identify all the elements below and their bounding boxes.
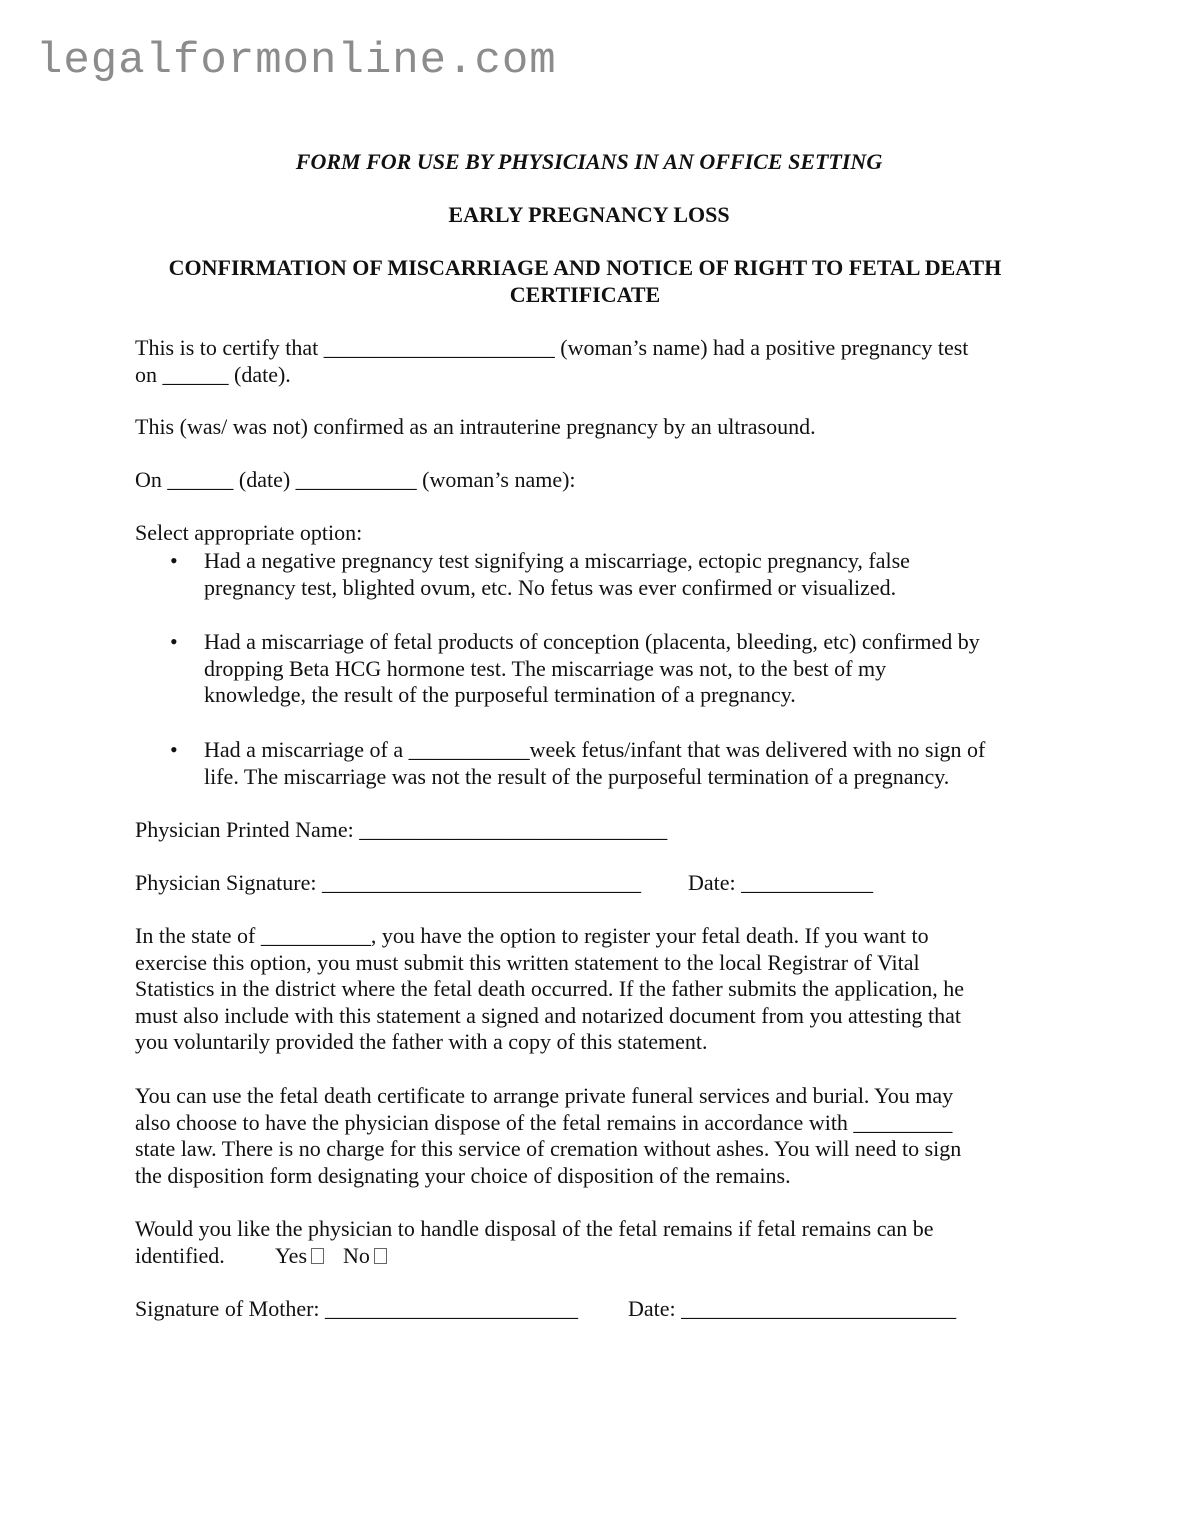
mother-signature-line: Signature of Mother: _______________________ (135, 1296, 579, 1321)
disposal-question-line-1: Would you like the physician to handle disposal of the fetal remains if fetal remains can be (135, 1216, 934, 1241)
physician-printed-name (135, 817, 1035, 844)
yes-checkbox[interactable] (311, 1248, 324, 1264)
bullet-icon: • (170, 629, 178, 654)
form-subtitle: CONFIRMATION OF MISCARRIAGE AND NOTICE OF RIGHT TO FETAL DEATH CERTIFICATE (168, 255, 1002, 307)
option-2-line-1: Had a miscarriage of fetal products of conception (placenta, bleeding, etc) confirmed by (204, 629, 980, 654)
state-notice-line-2: exercise this option, you must submit this written statement to the local Registrar of Vital (135, 949, 920, 975)
on-date-statement (135, 467, 1035, 494)
certify-line-2: on ______ (date). (135, 361, 291, 387)
disposal-question-identified: identified. (135, 1242, 225, 1268)
bullet-icon: • (170, 737, 178, 762)
on-date-line: On ______ (date) ___________ (woman’s name): (135, 467, 576, 492)
ultrasound-statement (135, 414, 1035, 441)
certify-paragraph (135, 335, 1035, 388)
disposal-question-line-2 (135, 1243, 1035, 1270)
state-notice-line-3: Statistics in the district where the fetal death occurred. If the father submits the application, he (135, 976, 964, 1001)
physician-date-line: Date: ____________ (688, 870, 874, 895)
form-title: EARLY PREGNANCY LOSS (448, 202, 730, 227)
option-1-line-2: pregnancy test, blighted ovum, etc. No fetus was ever confirmed or visualized. (204, 574, 897, 600)
state-notice-line-5: you voluntarily provided the father with a copy of this statement. (135, 1029, 708, 1054)
physician-signature-line: Physician Signature: _____________________________ (135, 870, 641, 895)
certify-line-1: This is to certify that _____________________ (woman’s name) had a positive pregnancy test (135, 335, 969, 360)
option-1-line-1: Had a negative pregnancy test signifying a miscarriage, ectopic pregnancy, false (204, 548, 910, 573)
disposal-question (135, 1216, 1035, 1269)
certificate-notice-line-3: state law. There is no charge for this service of cremation without ashes. You will need to sign (135, 1136, 962, 1161)
certificate-notice-line-2: also choose to have the physician dispose of the fetal remains in accordance with _________ (135, 1109, 953, 1135)
state-notice-line-4: must also include with this statement a signed and notarized document from you attesting that (135, 1002, 962, 1028)
certificate-notice-line-4: the disposition form designating your choice of disposition of the remains. (135, 1162, 791, 1188)
watermark: legalformonline.com (36, 36, 557, 86)
option-2-line-2: dropping Beta HCG hormone test. The miscarriage was not, to the best of my (204, 655, 887, 681)
option-3-line-1: Had a miscarriage of a ___________week fetus/infant that was delivered with no sign of (204, 737, 986, 762)
mother-signature-row (135, 1296, 1035, 1323)
mother-date-line: Date: _________________________ (628, 1296, 957, 1321)
option-2-line-3: knowledge, the result of the purposeful termination of a pregnancy. (204, 682, 796, 707)
ultrasound-line: This (was/ was not) confirmed as an intrauterine pregnancy by an ultrasound. (135, 414, 816, 439)
form-usage-heading: FORM FOR USE BY PHYSICIANS IN AN OFFICE SETTING (295, 149, 883, 174)
select-option-label (135, 520, 1035, 547)
option-3-line-2: life. The miscarriage was not the result of the purposeful termination of a pregnancy. (204, 763, 950, 789)
certificate-notice-line-1: You can use the fetal death certificate to arrange private funeral services and burial. You may (135, 1083, 954, 1108)
option-products-of-conception (170, 629, 1044, 709)
bullet-icon: • (170, 548, 178, 573)
no-label: No (343, 1242, 370, 1268)
certificate-notice-paragraph (135, 1083, 1035, 1189)
state-notice-paragraph (135, 923, 1035, 1056)
no-checkbox[interactable] (374, 1248, 387, 1264)
state-notice-line-1: In the state of __________, you have the option to register your fetal death. If you want to (135, 923, 929, 948)
option-negative-test (170, 548, 1044, 601)
yes-label: Yes (275, 1242, 308, 1268)
select-option-text: Select appropriate option: (135, 520, 363, 545)
physician-signature-row (135, 870, 1035, 897)
physician-printed-name-line: Physician Printed Name: ____________________________ (135, 817, 668, 842)
option-fetus-delivered (170, 737, 1044, 790)
